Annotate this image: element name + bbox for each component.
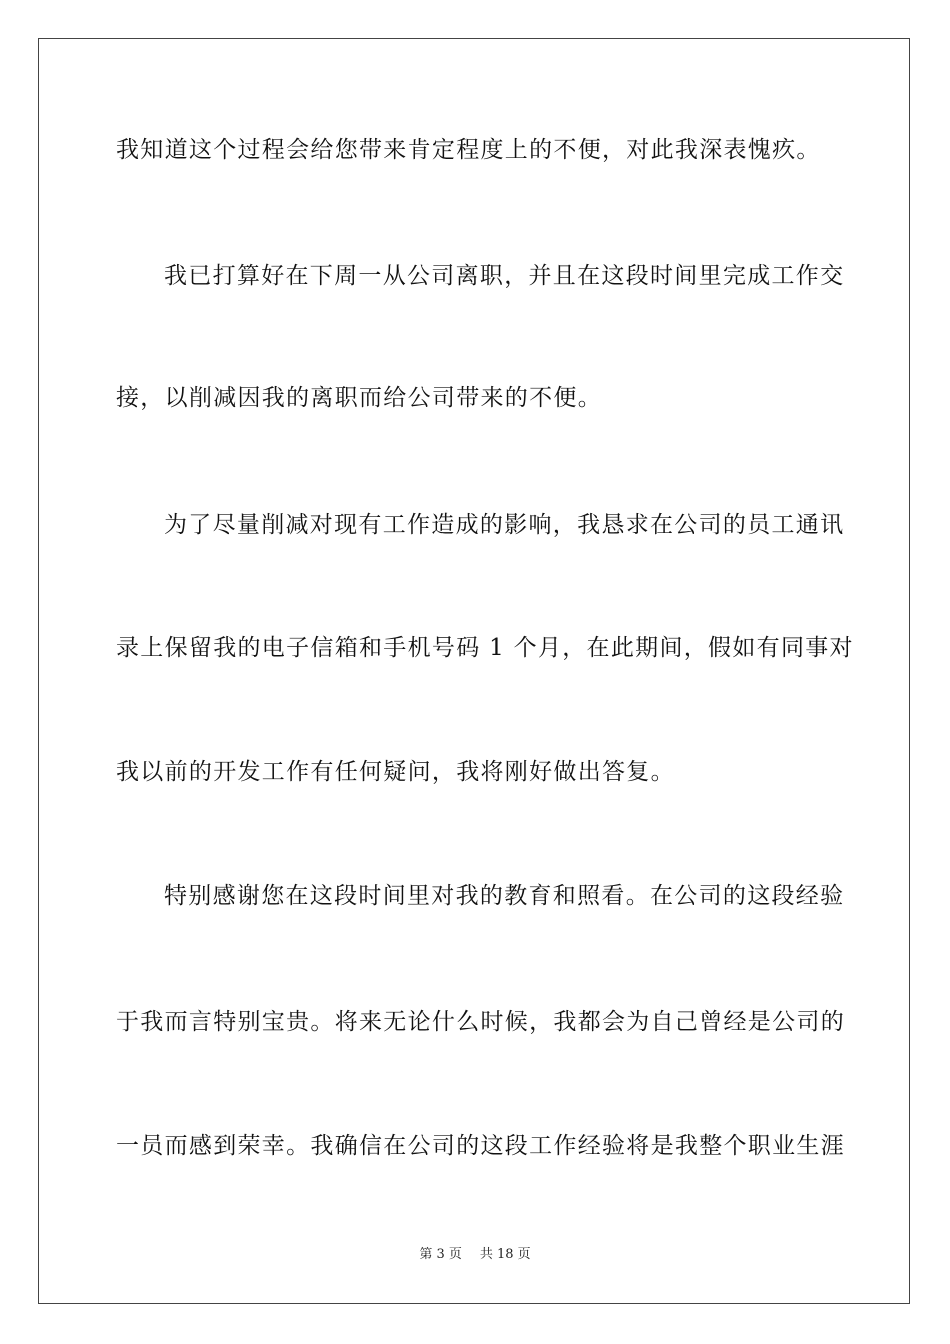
body-line-8: 于我而言特别宝贵。将来无论什么时候，我都会为自己曾经是公司的: [116, 1009, 845, 1035]
body-line-7: 特别感谢您在这段时间里对我的教育和照看。在公司的这段经验: [164, 883, 845, 909]
page-number-current: 第 3 页: [419, 1247, 462, 1262]
body-line-3: 接，以削减因我的离职而给公司带来的不便。: [116, 385, 602, 411]
body-line-1: 我知道这个过程会给您带来肯定程度上的不便，对此我深表愧疚。: [116, 137, 821, 163]
body-line-9: 一员而感到荣幸。我确信在公司的这段工作经验将是我整个职业生涯: [116, 1133, 845, 1159]
page-footer: [0, 1246, 950, 1264]
body-line-5: 录上保留我的电子信箱和手机号码 1 个月，在此期间，假如有同事对: [116, 635, 854, 661]
body-line-6: 我以前的开发工作有任何疑问，我将刚好做出答复。: [116, 759, 675, 785]
page-number-total: 共 18 页: [479, 1247, 531, 1262]
body-line-2: 我已打算好在下周一从公司离职，并且在这段时间里完成工作交: [164, 263, 845, 289]
body-line-4: 为了尽量削减对现有工作造成的影响，我恳求在公司的员工通讯: [164, 512, 845, 538]
page-border: [38, 38, 910, 1304]
